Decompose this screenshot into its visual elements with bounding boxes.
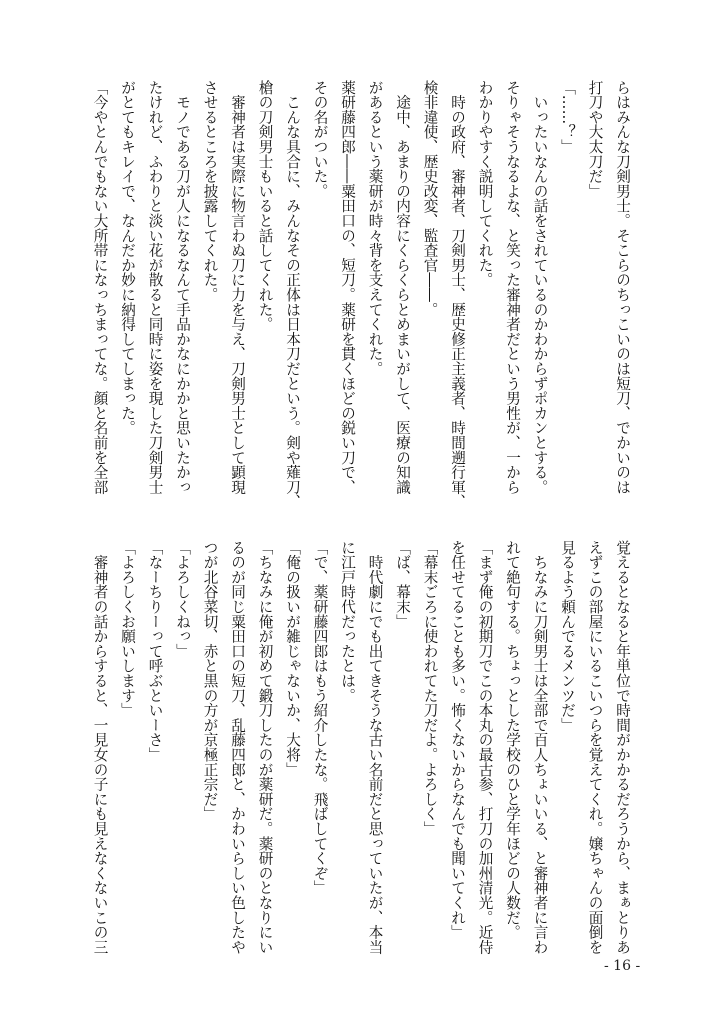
- text-line: 審神者は実際に物言わぬ刀に力を与え、刀剣男士として顕現: [229, 80, 246, 495]
- text-line: 「ちなみに俺が初めて鍛刀したのが薬研だ。薬研のとなりにい: [256, 540, 274, 955]
- text-line: 「俺の扱いが雑じゃないか、大将」: [284, 540, 301, 777]
- text-line: 途中、あまりの内容にくらくらとめまいがして、医療の知識: [394, 80, 411, 495]
- text-line: ちなみに刀剣男士は全部で百人ちょいいる、と審神者に言わ: [531, 540, 549, 955]
- text-line: を任せてることも多い。怖くないからなんでも聞いてくれ」: [449, 540, 466, 940]
- text-line: 「幕末ごろに使われてた刀だよ。よろしく」: [421, 540, 439, 836]
- text-line: 検非違使、歴史改変、監査官――。: [421, 80, 439, 317]
- lower-text-block: [91, 540, 636, 955]
- text-line: 「なーちりーって呼ぶといーさ」: [146, 540, 164, 762]
- text-line: 審神者の話からすると、一見女の子にも見えなくないこの三: [91, 540, 109, 955]
- page-number: - 16 -: [604, 958, 641, 974]
- text-line: たけれど、ふわりと淡い花が散ると同時に姿を現した刀剣男士: [146, 80, 164, 495]
- text-line: るのが同じ粟田口の短刀、乱藤四郎と、かわいらしい色したや: [229, 540, 246, 955]
- text-line: こんな具合に、みんなその正体は日本刀だという。剣や薙刀、: [284, 80, 301, 510]
- text-line: 「今やとんでもない大所帯になっちまってな。顔と名前を全部: [91, 80, 109, 495]
- text-line: 「で、薬研藤四郎はもう紹介したな。飛ばしてくぞ」: [311, 540, 329, 896]
- text-line: 「まず俺の初期刀でこの本丸の最古参、打刀の加州清光。近侍: [476, 540, 494, 955]
- text-line: 「よろしくねっ」: [174, 540, 191, 659]
- upper-text-block: [91, 80, 636, 510]
- text-line: があるという薬研が時々背を支えてくれた。: [366, 80, 384, 376]
- text-line: がとてもキレイで、なんだか妙に納得してしまった。: [119, 80, 136, 436]
- text-line: らはみんな刀剣男士。そこらのちっこいのは短刀、でかいのは: [614, 80, 631, 495]
- text-line: 「よろしくお願いします」: [119, 540, 136, 718]
- text-line: えずこの部屋にいるこいつらを覚えてくれ。嬢ちゃんの面倒を: [586, 540, 604, 955]
- text-line: いったいなんの話をされているのかわからずポカンとする。: [531, 80, 549, 495]
- text-line: そりゃそうなるよな、と笑った審神者だという男性が、一から: [504, 80, 521, 495]
- text-line: その名がついた。: [311, 80, 329, 199]
- text-line: に江戸時代だったとは。: [339, 540, 356, 703]
- text-line: 「ば、幕末」: [394, 540, 411, 629]
- text-line: 「……？」: [559, 80, 576, 154]
- text-line: 薬研藤四郎――粟田口の、短刀。薬研を貫くほどの鋭い刀で、: [339, 80, 356, 495]
- text-line: れて絶句する。ちょっとした学校のひと学年ほどの人数だ。: [504, 540, 521, 940]
- text-line: 見るよう頼んでるメンツだ」: [559, 540, 576, 733]
- text-line: モノである刀が人になるなんて手品かなにかかと思いたかっ: [174, 80, 191, 495]
- text-line: つが北谷菜切、赤と黒の方が京極正宗だ」: [201, 540, 219, 822]
- text-line: 覚えるとなると年単位で時間がかかるだろうから、まぁとりあ: [614, 540, 631, 955]
- text-line: させるところを披露してくれた。: [201, 80, 219, 302]
- text-line: わかりやすく説明してくれた。: [476, 80, 494, 288]
- text-line: 打刀や大太刀だ」: [586, 80, 604, 199]
- text-line: 時代劇にでも出てきそうな古い名前だと思っていたが、本当: [366, 540, 384, 955]
- text-line: 槍の刀剣男士もいると話してくれた。: [256, 80, 274, 332]
- text-line: 時の政府、審神者、刀剣男士、歴史修正主義者、時間遡行軍、: [449, 80, 466, 510]
